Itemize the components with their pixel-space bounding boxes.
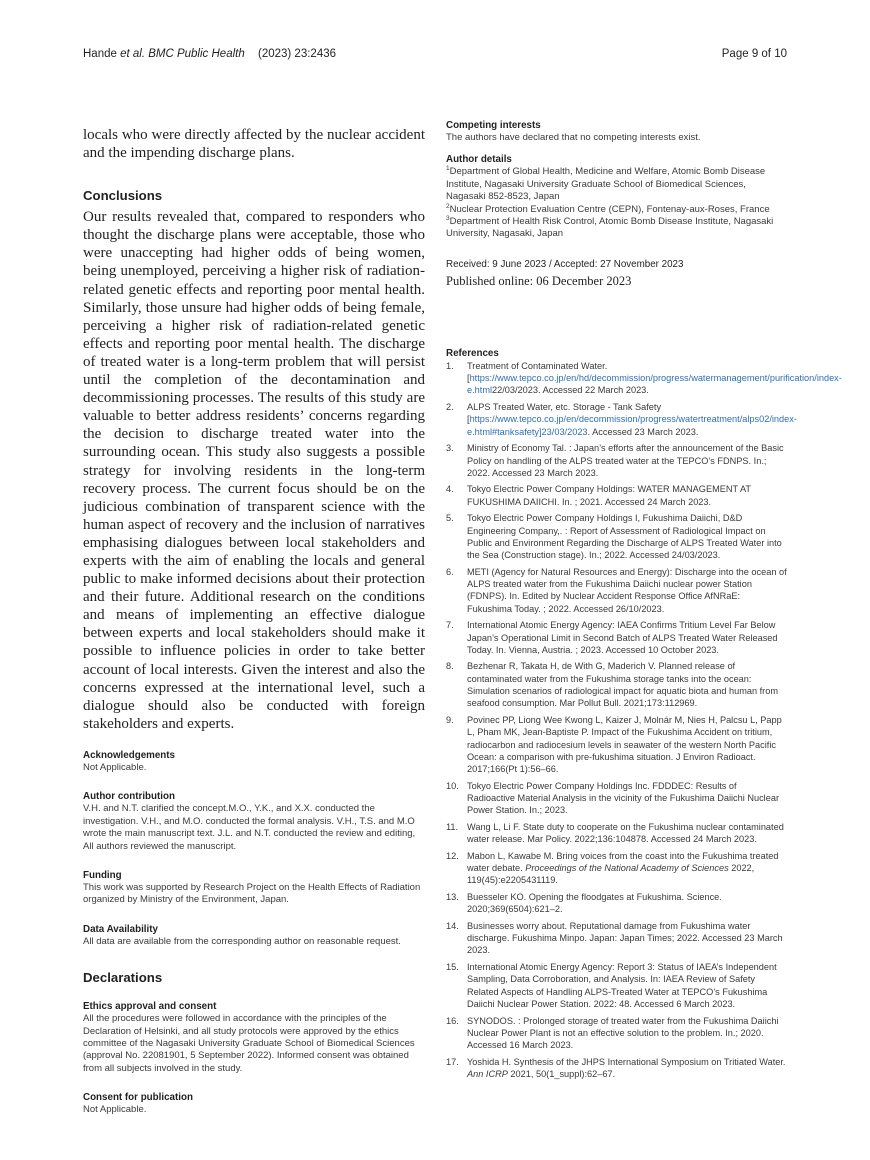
reference-text bbox=[467, 822, 784, 844]
affiliation: $^2$Nuclear Protection Evaluation Centre (CEPN), Fontenay-aux-Roses, France bbox=[446, 202, 770, 215]
reference-link[interactable]: https://www.tepco.co.jp/en/decommission/progress/watertreatment/alps02/index-e.html#tanksafety]23/03/2023 bbox=[467, 414, 797, 437]
reference-text bbox=[467, 567, 787, 614]
journal-citation: Hande et al. BMC Public Health bbox=[83, 48, 245, 60]
reference-number: 3. bbox=[446, 443, 454, 454]
reference-text-part: 2021, 50(1_suppl):62–67. bbox=[507, 1069, 616, 1080]
reference-text bbox=[467, 361, 842, 396]
reference-item bbox=[446, 566, 787, 615]
consent-section bbox=[83, 1092, 425, 1116]
competing-interests-section bbox=[446, 120, 787, 144]
reference-text-part: Ministry of Economy Tal. : Japan’s efforts after the announcement of the Basic Policy on handling of the ALPS treated water at the TEPCO’s FDNPS. In.; 2022. Accessed 23 March 2023. bbox=[467, 443, 784, 478]
reference-number: 9. bbox=[446, 714, 454, 725]
reference-text-part: Buesseler KO. Opening the floodgates at Fukushima. Science. 2020;369(6504):621–2. bbox=[467, 891, 722, 915]
conclusions-paragraph: Our results revealed that, compared to responders who thought the discharge plans were acceptable, those who were unaccepting had higher odds of being women, being unemployed, perceiving a higher risk of radiation-related genetic effects and reporting poor mental health. Similarly, those unsure had higher odds of being female, perceiving a higher risk of radiation-related genetic effects and reporting poor mental health. The discharge of treated water is a long-term problem that will persist until the completion of the decontamination and decommissioning processes. The results of this study are valuable to better address residents’ concerns regarding the decision to discharge treated water into the surrounding ocean. This study also suggests a possible strategy for involving residents in the long-term recovery process. The current focus should be on the judicious combination of transparent science with the human aspect of recovery and the inclusion of narratives emphasising dialogues between local stakeholders and experts with the aim of enabling the locals and general public to make informed decisions about their protection and their future. Additional research on the conditions and means of implementing an effective dialogue between experts and local stakeholders should make it possible to influence policies in order to take better account of local interests. Given the interest and also the concerns expressed at the international level, such a dialogue should also be conducted with foreign stakeholders and experts. bbox=[83, 209, 425, 732]
reference-item bbox=[446, 850, 787, 887]
published-online-date: Published online: 06 December 2023 bbox=[446, 273, 632, 288]
reference-text bbox=[467, 661, 778, 708]
left-column bbox=[83, 126, 425, 1117]
reference-number: 6. bbox=[446, 566, 454, 577]
reference-text-part: Bezhenar R, Takata H, de With G, Maderich V. Planned release of contaminated water from the Fukushima storage tanks into the ocean: Simulation scenarios of radiological impact for aquatic biota and human from seafood consumption. Mar Pollut Bull. 2021;173:112969. bbox=[467, 661, 779, 709]
reference-text-part: . Accessed 23 March 2023. bbox=[587, 426, 699, 437]
reference-text bbox=[467, 513, 782, 560]
reference-text-part: International Atomic Energy Agency: Report 3: Status of IAEA’s Independent Sampling, Data Corroboration, and Analysis. In: IAEA Review of Safety Related Aspects of Handling ALPS-Treated Water at TEPCO’s Fukushima Daiichi Nuclear Power Station. 2022: 48. Accessed 6 March 2023. bbox=[467, 962, 777, 1009]
reference-text-part: Tokyo Electric Power Company Holdings Inc. FDDDEC: Results of Radioactive Material Analysis in the vicinity of the Fukushima Daiichi Nuclear Power Station. In.; 2023. bbox=[467, 780, 779, 816]
reference-text bbox=[467, 1057, 786, 1079]
reference-text bbox=[467, 443, 784, 478]
author-contribution-section bbox=[83, 791, 425, 853]
reference-item bbox=[446, 660, 787, 709]
reference-list bbox=[446, 360, 842, 1080]
reference-item bbox=[446, 619, 787, 656]
reference-text-part: Mabon L, Kawabe M. Bring voices from the coast into the Fukushima treated water debate. bbox=[467, 850, 779, 874]
ethics-section bbox=[83, 1001, 425, 1075]
affiliation: $^3$Department of Health Risk Control, Atomic Bomb Disease Institute, Nagasaki University, Nagasaki, Japan bbox=[446, 214, 774, 240]
reference-text-part: 2022, 119(45):e2205431119. bbox=[467, 863, 755, 886]
reference-text bbox=[467, 851, 779, 886]
reference-text bbox=[467, 921, 783, 956]
reference-text-part: SYNODOS. : Prolonged storage of treated water from the Fukushima Daiichi Nuclear Power Plant is not an effective solution to the problem. In.; 2020. Accessed 16 March 2023. bbox=[467, 1015, 779, 1051]
reference-item bbox=[446, 1015, 787, 1052]
reference-number: 13. bbox=[446, 891, 459, 902]
reference-number: 7. bbox=[446, 620, 454, 631]
reference-text-part: Ann ICRP bbox=[467, 1069, 508, 1080]
ethics-text: All the procedures were followed in accordance with the principles of the Declaration of Helsinki, and all study protocols were approved by the ethics committee of the Nagasaki University Graduate School of Biomedical Sciences (approval No. 22081901, 5 September 2022). Informed consent was obtained from all subjects involved in the study. bbox=[83, 1013, 415, 1074]
reference-text bbox=[467, 715, 782, 774]
acknowledgements-section bbox=[83, 750, 425, 774]
funding-heading: Funding bbox=[83, 869, 122, 881]
acknowledgements-heading: Acknowledgements bbox=[83, 749, 176, 761]
reference-item bbox=[446, 1056, 787, 1081]
reference-item bbox=[446, 442, 787, 479]
declarations-heading: Declarations bbox=[83, 970, 163, 986]
reference-link[interactable]: https://www.tepco.co.jp/en/hd/decommission/progress/watermanagement/purification/index-e.html bbox=[467, 373, 842, 396]
reference-item bbox=[446, 920, 787, 957]
acknowledgements-text: Not Applicable. bbox=[83, 761, 147, 773]
reference-number: 12. bbox=[446, 850, 459, 861]
right-column bbox=[446, 120, 842, 1085]
reference-item bbox=[446, 780, 787, 817]
reference-text bbox=[467, 1016, 779, 1051]
reference-number: 10. bbox=[446, 780, 459, 791]
funding-section bbox=[83, 870, 425, 907]
reference-text-part: Wang L, Li F. State duty to cooperate on the Fukushima nuclear contaminated water release. Mar Policy. 2022;136:104878. Accessed 24 March 2023. bbox=[467, 821, 784, 845]
reference-text-part: Businesses worry about. Reputational damage from Fukushima water discharge. Fukushima Minpo. Japan: Japan Times; 2022. Accessed 23 March 2023. bbox=[467, 920, 783, 956]
page-number: Page 9 of 10 bbox=[721, 48, 787, 60]
reference-item bbox=[446, 360, 842, 397]
ethics-heading: Ethics approval and consent bbox=[83, 1001, 217, 1013]
reference-item bbox=[446, 483, 787, 508]
reference-text bbox=[467, 781, 779, 816]
reference-number: 8. bbox=[446, 661, 454, 672]
conclusions-heading: Conclusions bbox=[83, 188, 163, 204]
author-details-heading: Author details bbox=[446, 154, 512, 166]
reference-text-part: ALPS Treated Water, etc. Storage - Tank Safety [ bbox=[467, 402, 662, 425]
intro-paragraph: locals who were directly affected by the nuclear accident and the impending discharge plans. bbox=[83, 127, 425, 162]
reference-text-part: METI (Agency for Natural Resources and Energy): Discharge into the ocean of ALPS treated water from the Fukushima Daiichi nuclear power Station (FDNPS). In. Edited by Nuclear Accident Response Office AfNRaE: Fukushima Today. ; 2022. Accessed 26/10/2023. bbox=[467, 566, 787, 614]
reference-number: 5. bbox=[446, 513, 454, 524]
consent-text: Not Applicable. bbox=[83, 1104, 147, 1116]
reference-number: 15. bbox=[446, 962, 459, 973]
reference-number: 16. bbox=[446, 1015, 459, 1026]
reference-item bbox=[446, 821, 787, 846]
reference-number: 17. bbox=[446, 1056, 459, 1067]
competing-interests-text: The authors have declared that no competing interests exist. bbox=[446, 132, 701, 143]
competing-interests-heading: Competing interests bbox=[446, 120, 541, 131]
reference-text-part: Treatment of Contaminated Water. [ bbox=[467, 360, 608, 384]
reference-text bbox=[467, 892, 722, 914]
reference-item bbox=[446, 961, 787, 1010]
reference-item bbox=[446, 891, 787, 916]
author-contribution-text: V.H. and N.T. clarified the concept.M.O., Y.K., and X.X. conducted the investigation. V.H., and M.O. conducted the formal analysis. V.H., T.S. and M.O wrote the main manuscript text. J.L. and N.T. conducted the review and editing, All authors reviewed the manuscript. bbox=[83, 803, 416, 852]
reference-number: 2. bbox=[446, 402, 454, 413]
reference-text-part: 22/03/2023. Accessed 22 March 2023. bbox=[492, 385, 649, 396]
volume-info: (2023) 23:2436 bbox=[258, 48, 337, 60]
reference-text-part: Proceedings of the National Academy of Sciences bbox=[525, 863, 729, 874]
reference-item bbox=[446, 512, 787, 561]
reference-number: 11. bbox=[446, 821, 459, 832]
running-header bbox=[83, 48, 787, 64]
reference-text-part: Tokyo Electric Power Company Holdings: WATER MANAGEMENT AT FUKUSHIMA DAIICHI. In. ; 2021. Accessed 24 March 2023. bbox=[467, 484, 751, 507]
data-availability-text: All data are available from the corresponding author on reasonable request. bbox=[83, 935, 401, 947]
author-details-section bbox=[446, 154, 787, 240]
references-heading: References bbox=[446, 347, 499, 359]
reference-text bbox=[467, 962, 777, 1009]
author-contribution-heading: Author contribution bbox=[83, 791, 175, 803]
reference-item bbox=[446, 401, 797, 438]
received-accepted-dates: Received: 9 June 2023 / Accepted: 27 November 2023 bbox=[446, 258, 684, 270]
reference-text-part: Povinec PP, Liong Wee Kwong L, Kaizer J, Molnár M, Nies H, Palcsu L, Papp L, Pham MK, Jean-Baptiste P. Impact of the Fukushima Accident on tritium, radiocarbon and radiocesium levels in seawater of the western North Pacific Ocean: a comparison with pre-fukushima situation. J Environ Radioact. 2017;166(Pt 1):56–66. bbox=[467, 714, 782, 775]
data-availability-section bbox=[83, 924, 425, 948]
reference-number: 14. bbox=[446, 920, 459, 931]
reference-number: 4. bbox=[446, 484, 454, 495]
reference-text-part: Yoshida H. Synthesis of the JHPS International Symposium on Tritiated Water. bbox=[467, 1056, 786, 1067]
reference-text bbox=[467, 620, 778, 655]
consent-heading: Consent for publication bbox=[83, 1092, 193, 1104]
reference-text bbox=[467, 402, 797, 437]
funding-text: This work was supported by Research Project on the Health Effects of Radiation organized by Ministry of the Environment, Japan. bbox=[83, 881, 421, 906]
reference-text-part: Tokyo Electric Power Company Holdings I, Fukushima Daiichi, D&D Engineering Company,. : Report of Assessment of Radiological Impact on Public and Environment Regarding the Discharge of ALPS Treated Water into the Sea (Construction stage). In.; 2022. Accessed 24/03/2023. bbox=[467, 513, 782, 561]
reference-text-part: International Atomic Energy Agency: IAEA Confirms Tritium Level Far Below Japan’s Operational Limit in Second Batch of ALPS Treated Water Released Today. In. Vienna, Austria. ; 2023. Accessed 10 October 2023. bbox=[467, 620, 778, 655]
reference-item bbox=[446, 714, 787, 775]
reference-number: 1. bbox=[446, 360, 454, 371]
data-availability-heading: Data Availability bbox=[83, 923, 158, 935]
affiliation: $^1$Department of Global Health, Medicine and Welfare, Atomic Bomb Disease Institute, Nagasaki University Graduate School of Biomedical Sciences, Nagasaki 852-8523, Japan bbox=[446, 165, 766, 203]
reference-text bbox=[467, 484, 751, 506]
